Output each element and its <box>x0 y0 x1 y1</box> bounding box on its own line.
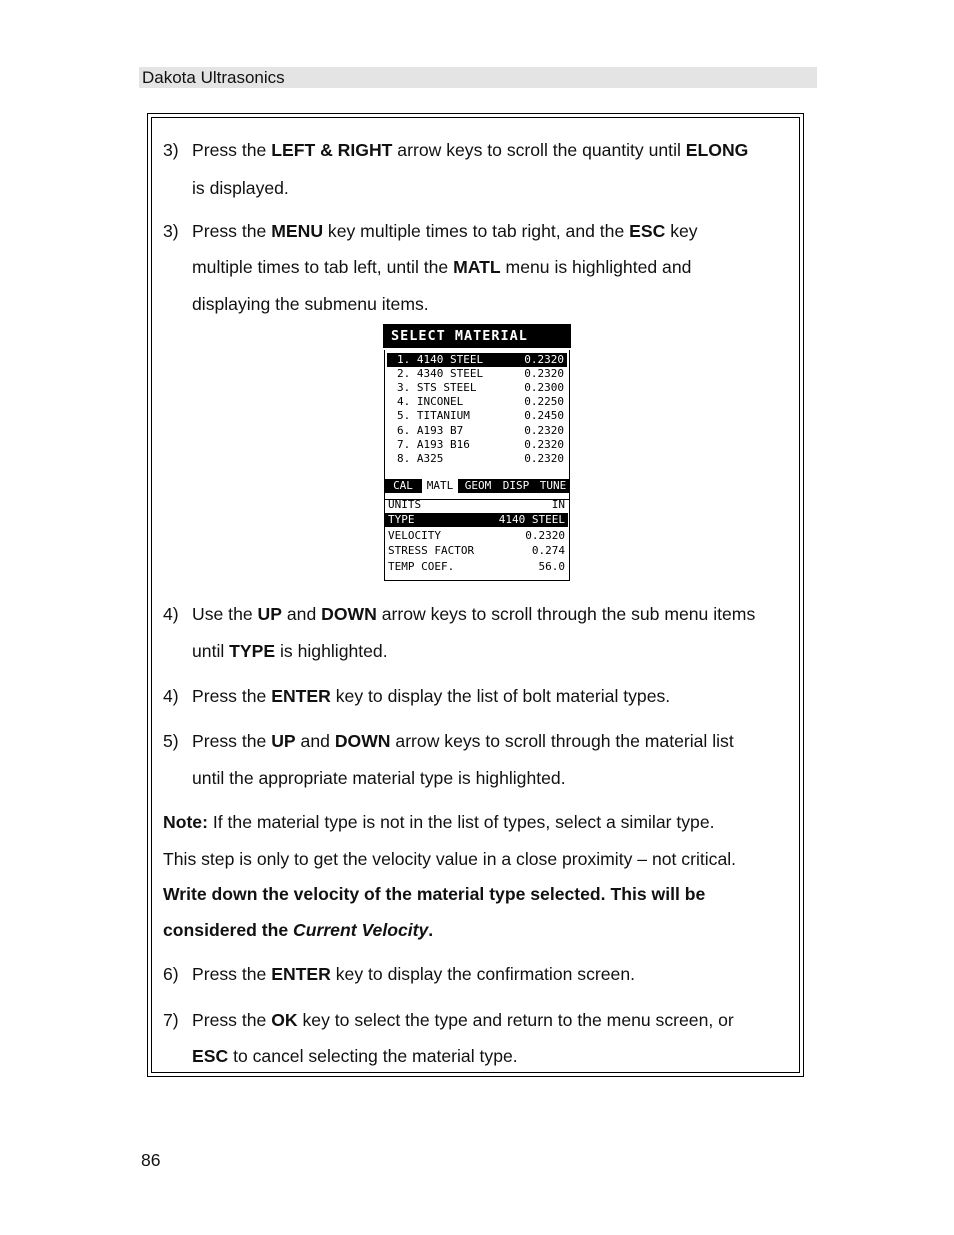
step-text: key to select the type and return to the menu screen, or <box>297 1010 734 1030</box>
step-text: until <box>192 641 230 661</box>
step-number: 7) <box>163 1010 179 1030</box>
material-list-item[interactable] <box>387 409 567 423</box>
material-list-item[interactable] <box>387 395 567 409</box>
step-number: 3) <box>163 221 179 241</box>
material-velocity: 0.2320 <box>524 353 564 366</box>
step-number: 3) <box>163 140 179 160</box>
menu-tabs <box>384 479 570 493</box>
step-line <box>192 1010 734 1030</box>
material-name: 7. A193 B16 <box>397 437 470 451</box>
material-name: 4. INCONEL <box>397 395 464 409</box>
step-line <box>192 221 698 241</box>
key-name: DOWN <box>334 731 391 751</box>
material-name: 6. A193 B7 <box>397 423 464 437</box>
key-name: DOWN <box>321 604 377 624</box>
material-list-item[interactable] <box>387 353 567 367</box>
material-velocity: 0.2320 <box>524 437 564 451</box>
current-velocity-term: Current Velocity <box>293 920 429 940</box>
material-list-item[interactable] <box>387 438 567 452</box>
note-line-1 <box>163 812 715 832</box>
material-list <box>384 350 570 500</box>
step-line <box>192 1046 518 1066</box>
step-line <box>192 604 755 624</box>
step-line <box>192 731 734 751</box>
step-number: 4) <box>163 604 179 624</box>
submenu-value: 0.274 <box>531 544 565 558</box>
step-text: is highlighted. <box>275 641 388 661</box>
submenu-label: TEMP COEF. <box>388 559 455 573</box>
step-number: 6) <box>163 964 179 984</box>
submenu-label: UNITS <box>388 498 422 511</box>
tab-geom[interactable]: GEOM <box>464 479 492 492</box>
submenu-value: 4140 STEEL <box>498 513 565 527</box>
running-header <box>139 67 817 88</box>
step-text: and <box>295 731 335 751</box>
step-text: arrow keys to scroll through the sub menu items <box>376 604 756 624</box>
step-text: multiple times to tab left, until the <box>192 257 454 277</box>
step-text: key to display the list of bolt material types. <box>330 686 671 706</box>
material-velocity: 0.2320 <box>524 367 564 381</box>
step-line <box>192 641 388 661</box>
step-line <box>192 140 748 160</box>
step-text: menu is highlighted and <box>500 257 692 277</box>
lcd-title: SELECT MATERIAL <box>383 324 571 348</box>
submenu-label: STRESS FACTOR <box>388 544 475 558</box>
step-line <box>192 964 635 984</box>
step-text: arrow keys to scroll the quantity until <box>392 140 686 160</box>
step-number: 5) <box>163 731 179 751</box>
tab-matl[interactable]: MATL <box>422 479 458 493</box>
step-line <box>192 294 429 314</box>
key-name: UP <box>257 604 282 624</box>
key-name: LEFT & RIGHT <box>271 140 393 160</box>
step-text: key to display the confirmation screen. <box>330 964 635 984</box>
material-velocity: 0.2320 <box>524 451 564 465</box>
key-name: ENTER <box>271 964 331 984</box>
key-name: TYPE <box>229 641 276 661</box>
note-bold-line-2: considered the Current Velocity. <box>163 920 434 940</box>
step-text: Press the <box>192 221 272 241</box>
submenu-item-velocity[interactable] <box>385 529 568 543</box>
note-bold-line-1: Write down the velocity of the material type selected. This will be <box>163 884 706 904</box>
key-name: ENTER <box>271 686 331 706</box>
step-text: Press the <box>192 1010 272 1030</box>
submenu-label: VELOCITY <box>388 528 441 542</box>
key-name: ESC <box>192 1046 229 1066</box>
tab-disp[interactable]: DISP <box>502 479 530 492</box>
step-text: is displayed. <box>192 178 289 198</box>
step-text: Press the <box>192 964 272 984</box>
step-text: Press the <box>192 731 272 751</box>
material-list-item[interactable] <box>387 381 567 395</box>
key-name: ESC <box>629 221 666 241</box>
submenu-item-units[interactable] <box>385 498 568 512</box>
note-text: If the material type is not in the list of types, select a similar type. <box>207 812 715 832</box>
step-text: Use the <box>192 604 258 624</box>
material-name: 2. 4340 STEEL <box>397 367 484 381</box>
key-name: MENU <box>271 221 324 241</box>
header-title: Dakota Ultrasonics <box>142 68 285 87</box>
material-name: 5. TITANIUM <box>397 409 470 423</box>
key-name: OK <box>271 1010 298 1030</box>
material-name: 8. A325 <box>397 451 444 465</box>
material-velocity: 0.2320 <box>524 423 564 437</box>
note-label: Note: <box>163 812 208 832</box>
lcd-screen <box>383 324 571 581</box>
material-list-item[interactable] <box>387 452 567 466</box>
step-text: key <box>665 221 698 241</box>
step-text: key multiple times to tab right, and the <box>323 221 630 241</box>
submenu-item-type[interactable] <box>385 513 568 527</box>
step-line <box>192 686 670 706</box>
key-name: ELONG <box>685 140 749 160</box>
submenu-value: IN <box>551 498 565 511</box>
step-text: until the appropriate material type is highlighted. <box>192 768 566 788</box>
step-text: Press the <box>192 686 272 706</box>
page-number: 86 <box>141 1150 161 1170</box>
step-line <box>192 178 289 198</box>
step-line <box>192 768 566 788</box>
submenu-value: 0.2320 <box>525 528 565 542</box>
material-list-item[interactable] <box>387 424 567 438</box>
material-list-item[interactable] <box>387 367 567 381</box>
tab-tune[interactable]: TUNE <box>539 479 567 492</box>
material-velocity: 0.2300 <box>524 381 564 395</box>
submenu-value: 56.0 <box>538 559 565 573</box>
submenu-label: TYPE <box>388 513 415 527</box>
step-text: arrow keys to scroll through the material list <box>390 731 734 751</box>
material-velocity: 0.2450 <box>524 409 564 423</box>
submenu-list <box>384 495 570 581</box>
step-text: to cancel selecting the material type. <box>228 1046 518 1066</box>
submenu-item-temp-coef[interactable] <box>385 560 568 574</box>
note-line-2: This step is only to get the velocity value in a close proximity – not critical. <box>163 849 737 869</box>
material-name: 1. 4140 STEEL <box>397 353 484 366</box>
step-line <box>192 257 691 277</box>
key-name: UP <box>271 731 296 751</box>
step-text: and <box>281 604 322 624</box>
material-velocity: 0.2250 <box>524 395 564 409</box>
material-name: 3. STS STEEL <box>397 381 477 395</box>
step-text: displaying the submenu items. <box>192 294 429 314</box>
submenu-item-stress-factor[interactable] <box>385 544 568 558</box>
key-name: MATL <box>453 257 501 277</box>
step-text: Press the <box>192 140 272 160</box>
step-number: 4) <box>163 686 179 706</box>
tab-cal[interactable]: CAL <box>393 479 413 492</box>
